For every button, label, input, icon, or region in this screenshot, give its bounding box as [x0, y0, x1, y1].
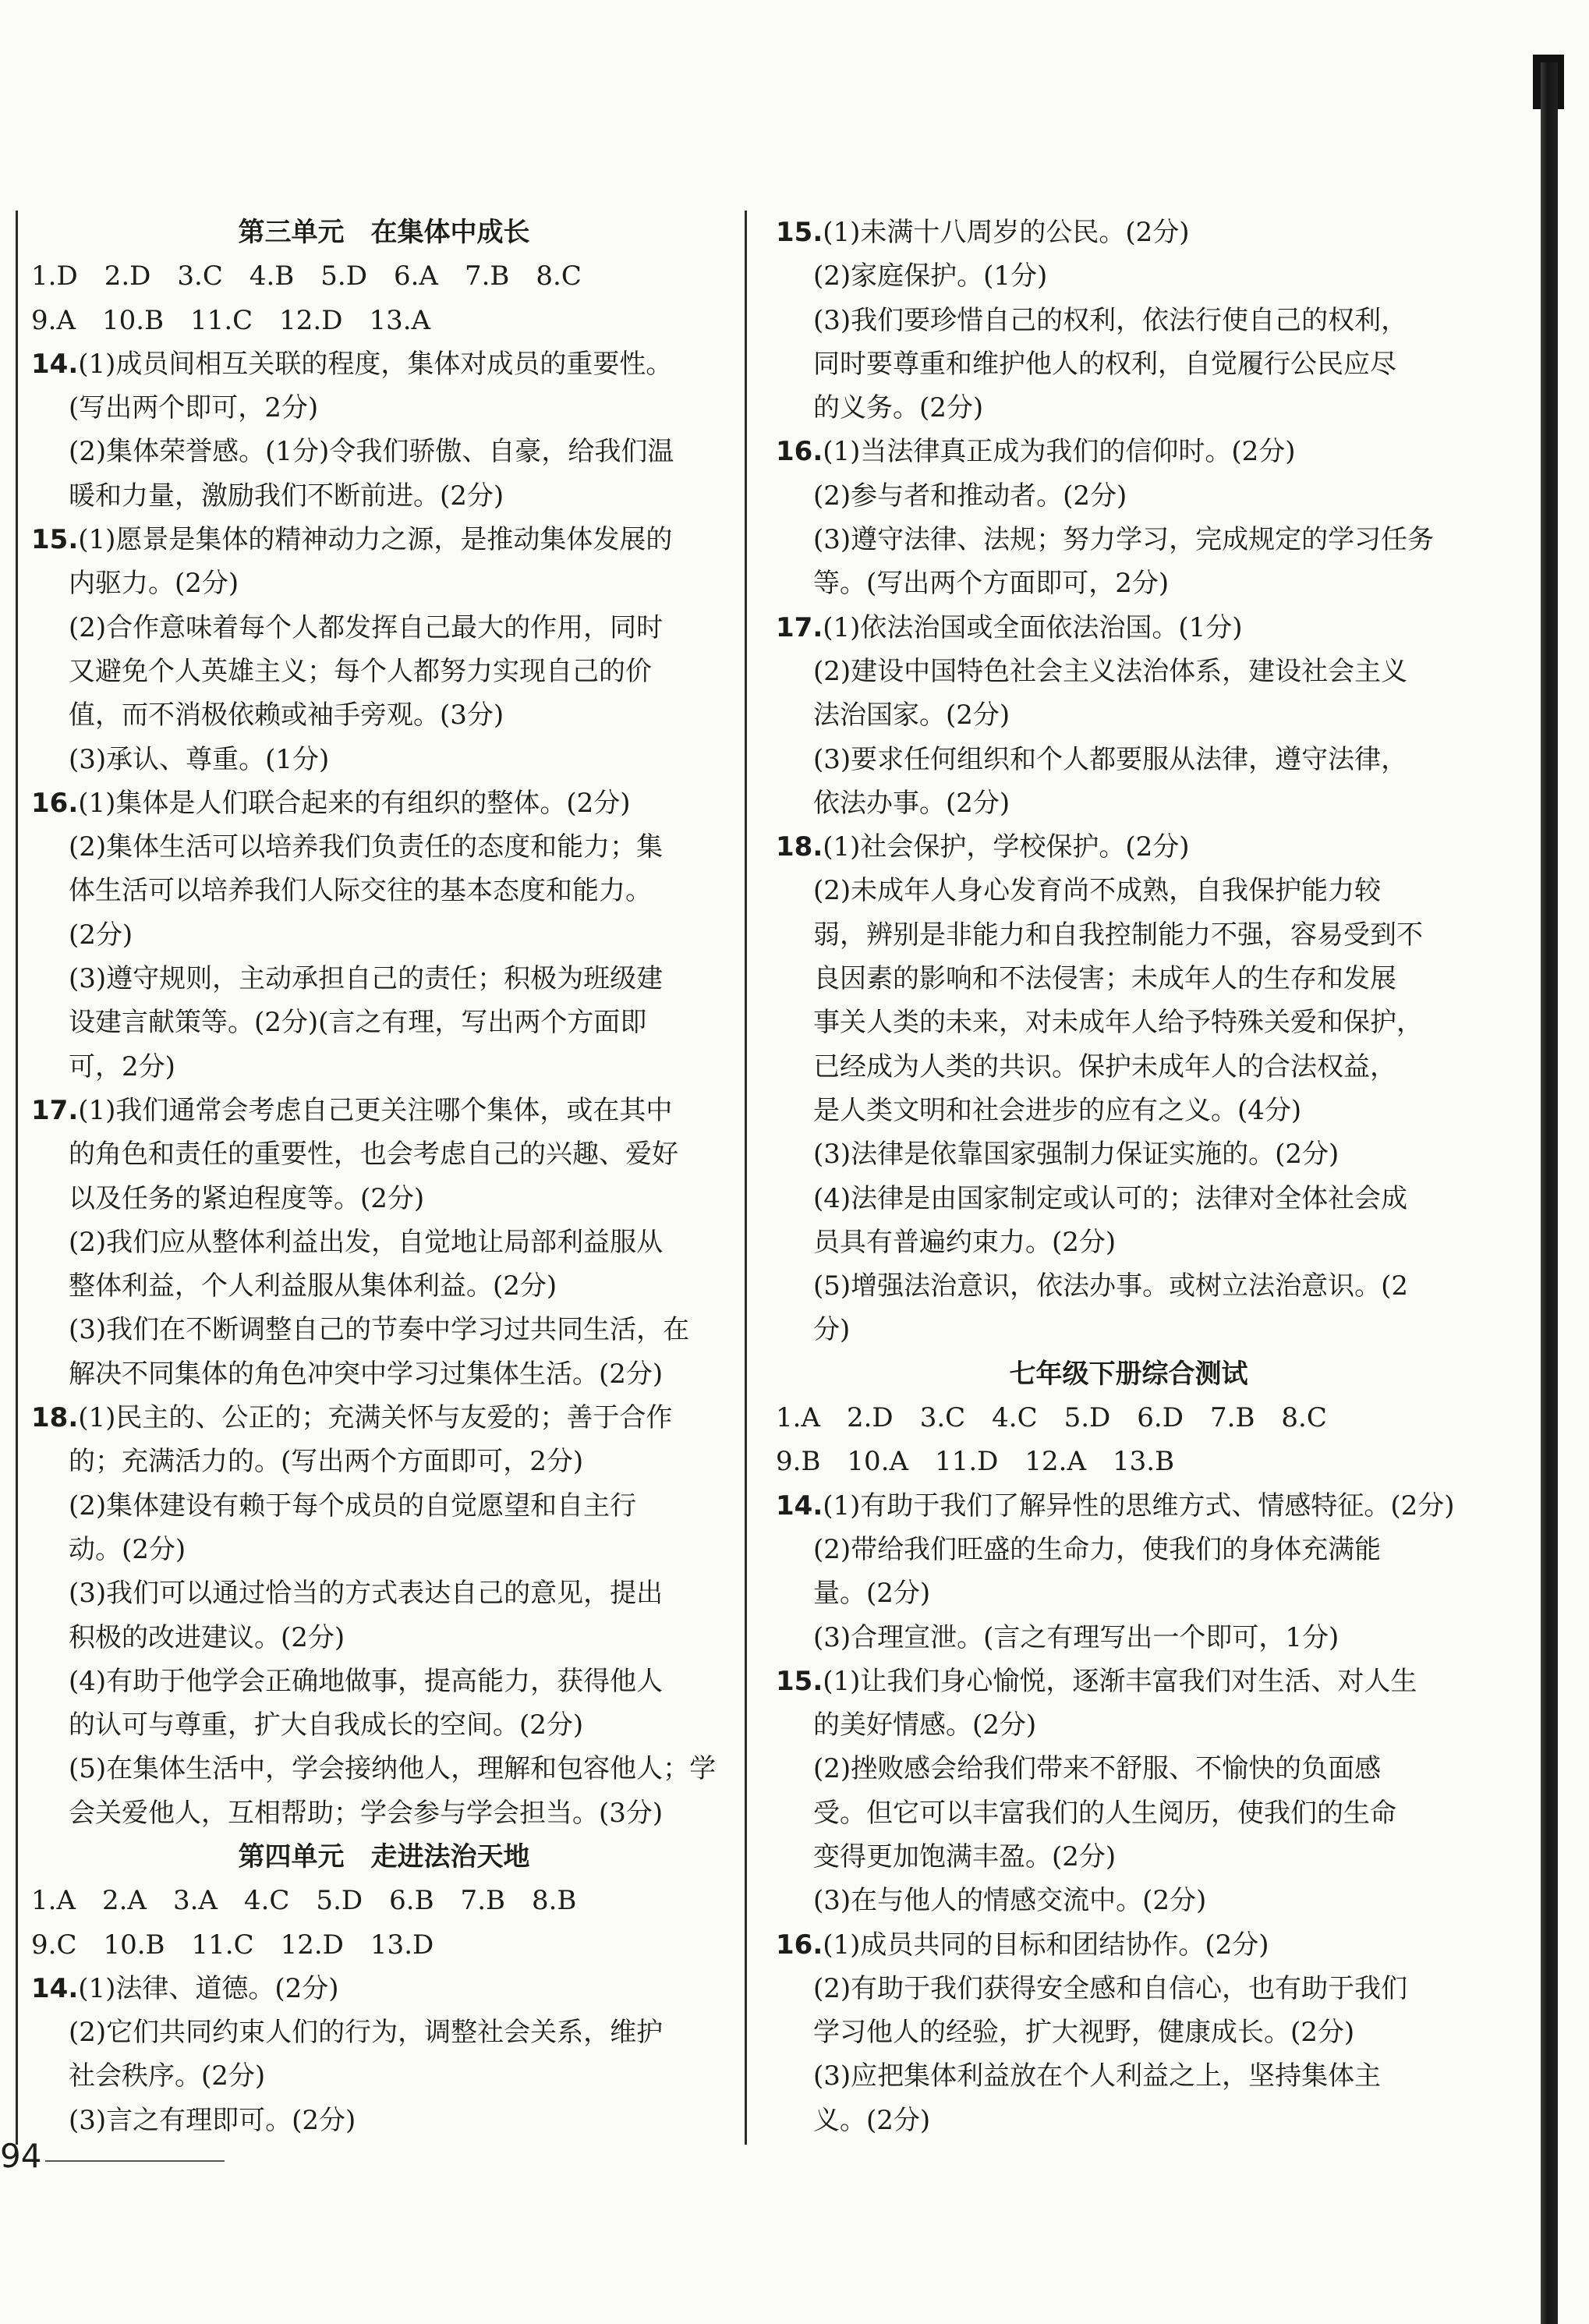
- unit4-q18-line-11: (5)增强法治意识，依法办事。或树立法治意识。(2: [813, 1270, 1409, 1302]
- test-q14-line-1: 14.(1)有助于我们了解异性的思维方式、情感特征。(2分): [776, 1490, 1455, 1522]
- unit4-q18-line-10: 员具有普遍约束力。(2分): [813, 1226, 1117, 1258]
- unit3-q15-line-5: 值，而不消极依赖或袖手旁观。(3分): [69, 700, 504, 732]
- test-q14-line-4: (3)合理宣泄。(言之有理写出一个即可，1分): [813, 1621, 1340, 1653]
- question-number: 17.: [776, 611, 823, 643]
- unit3-q18-line-1: 18.(1)民主的、公正的；充满关怀与友爱的；善于合作: [31, 1402, 673, 1434]
- unit3-q15-line-6: (3)承认、尊重。(1分): [69, 743, 330, 775]
- unit4-q14-line-4: (3)言之有理即可。(2分): [69, 2104, 356, 2136]
- unit4-q18-line-3: 弱，辨别是非能力和自我控制能力不强，容易受到不: [813, 919, 1423, 951]
- unit4-q18-line-7: 是人类文明和社会进步的应有之义。(4分): [813, 1094, 1302, 1126]
- unit3-q14-line-2: (写出两个即可，2分): [69, 392, 319, 424]
- unit4-q16-line-1: 16.(1)当法律真正成为我们的信仰时。(2分): [776, 436, 1296, 468]
- unit4-q16-line-3: (3)遵守法律、法规；努力学习，完成规定的学习任务: [813, 524, 1435, 556]
- unit4-q15-line-3: (3)我们要珍惜自己的权利，依法行使自己的权利，: [813, 304, 1408, 336]
- unit3-title: 第三单元 在集体中成长: [238, 217, 530, 248]
- unit4-q16-line-2: (2)参与者和推动者。(2分): [813, 480, 1127, 512]
- question-number: 15.: [776, 1665, 823, 1697]
- unit4-q14-line-1: 14.(1)法律、道德。(2分): [31, 1972, 339, 2004]
- unit4-q15-line-5: 的义务。(2分): [813, 392, 984, 424]
- unit4-q17-line-4: (3)要求任何组织和个人都要服从法律，遵守法律，: [813, 743, 1408, 775]
- test-q15-line-1: 15.(1)让我们身心愉悦，逐渐丰富我们对生活、对人生: [776, 1665, 1417, 1697]
- unit4-choice-answers-2: 9.C 10.B 11.C 12.D 13.D: [31, 1929, 434, 1961]
- test-choice-answers-2: 9.B 10.A 11.D 12.A 13.B: [776, 1446, 1175, 1478]
- question-number: 14.: [776, 1490, 823, 1522]
- unit3-q14-line-1: 14.(1)成员间相互关联的程度，集体对成员的重要性。: [31, 348, 673, 380]
- unit3-choice-answers-2: 9.A 10.B 11.C 12.D 13.A: [31, 304, 431, 336]
- test-q16-line-3: 学习他人的经验，扩大视野，健康成长。(2分): [813, 2017, 1355, 2049]
- unit3-q18-line-8: 的认可与尊重，扩大自我成长的空间。(2分): [69, 1709, 584, 1741]
- unit3-choice-answers-1: 1.D 2.D 3.C 4.B 5.D 6.A 7.B 8.C: [31, 260, 582, 292]
- test-q15-line-3: (2)挫败感会给我们带来不舒服、不愉快的负面感: [813, 1753, 1382, 1785]
- unit4-q15-line-1: 15.(1)未满十八周岁的公民。(2分): [776, 217, 1190, 248]
- test-q16-line-5: 义。(2分): [813, 2104, 931, 2136]
- unit3-q16-line-6: 设建言献策等。(2分)(言之有理，写出两个方面即: [69, 1007, 647, 1039]
- unit3-q14-line-4: 暖和力量，激励我们不断前进。(2分): [69, 480, 504, 512]
- unit4-q18-line-6: 已经成为人类的共识。保护未成年人的合法权益，: [813, 1050, 1396, 1082]
- column-divider: [745, 211, 747, 2145]
- unit3-q15-line-4: 又避免个人英雄主义；每个人都努力实现自己的价: [69, 655, 652, 687]
- unit3-q16-line-1: 16.(1)集体是人们联合起来的有组织的整体。(2分): [31, 787, 631, 819]
- test-choice-answers-1: 1.A 2.D 3.C 4.C 5.D 6.D 7.B 8.C: [776, 1402, 1327, 1434]
- unit3-q17-line-2: 的角色和责任的重要性，也会考虑自己的兴趣、爱好: [69, 1139, 678, 1171]
- question-number: 18.: [776, 831, 823, 863]
- test-q15-line-4: 受。但它可以丰富我们的人生阅历，使我们的生命: [813, 1797, 1396, 1829]
- unit3-q17-line-1: 17.(1)我们通常会考虑自己更关注哪个集体，或在其中: [31, 1094, 673, 1126]
- unit4-q16-line-4: 等。(写出两个方面即可，2分): [813, 568, 1170, 600]
- right-column: [776, 211, 1481, 2142]
- page-number: 94: [0, 2137, 42, 2175]
- test-q15-line-6: (3)在与他人的情感交流中。(2分): [813, 1885, 1207, 1917]
- binding-edge: [1541, 62, 1558, 2324]
- unit3-q18-line-7: (4)有助于他学会正确地做事，提高能力，获得他人: [69, 1665, 664, 1697]
- unit4-q18-line-1: 18.(1)社会保护，学校保护。(2分): [776, 831, 1190, 863]
- comprehensive-test-title: 七年级下册综合测试: [1009, 1358, 1248, 1390]
- question-number: 16.: [776, 1929, 823, 1961]
- unit3-q18-line-6: 积极的改进建议。(2分): [69, 1621, 345, 1653]
- unit3-q18-line-4: 动。(2分): [69, 1533, 186, 1565]
- unit4-q18-line-5: 事关人类的未来，对未成年人给予特殊关爱和保护，: [813, 1007, 1423, 1039]
- unit4-q17-line-1: 17.(1)依法治国或全面依法治国。(1分): [776, 611, 1243, 643]
- question-number: 16.: [31, 787, 79, 819]
- question-number: 15.: [776, 217, 823, 248]
- question-number: 18.: [31, 1402, 79, 1434]
- unit4-q15-line-2: (2)家庭保护。(1分): [813, 260, 1048, 292]
- unit3-q18-line-3: (2)集体建设有赖于每个成员的自觉愿望和自主行: [69, 1490, 637, 1522]
- test-q15-line-2: 的美好情感。(2分): [813, 1709, 1037, 1741]
- unit4-q14-line-3: 社会秩序。(2分): [69, 2060, 266, 2092]
- unit4-q18-line-8: (3)法律是依靠国家强制力保证实施的。(2分): [813, 1139, 1340, 1171]
- unit3-q15-line-1: 15.(1)愿景是集体的精神动力之源，是推动集体发展的: [31, 524, 673, 556]
- unit3-q18-line-9: (5)在集体生活中，学会接纳他人，理解和包容他人；学: [69, 1753, 717, 1785]
- question-number: 16.: [776, 436, 823, 468]
- test-q15-line-5: 变得更加饱满丰盈。(2分): [813, 1840, 1117, 1872]
- unit3-q16-line-5: (3)遵守规则，主动承担自己的责任；积极为班级建: [69, 963, 664, 995]
- question-number: 17.: [31, 1094, 79, 1126]
- unit3-q15-line-2: 内驱力。(2分): [69, 568, 239, 600]
- unit4-q17-line-3: 法治国家。(2分): [813, 700, 1010, 732]
- unit4-q18-line-9: (4)法律是由国家制定或认可的；法律对全体社会成: [813, 1182, 1408, 1214]
- unit4-choice-answers-1: 1.A 2.A 3.A 4.C 5.D 6.B 7.B 8.B: [31, 1885, 577, 1917]
- unit4-q14-line-2: (2)它们共同约束人们的行为，调整社会关系，维护: [69, 2017, 664, 2049]
- left-column: [31, 211, 737, 2142]
- unit4-q15-line-4: 同时要尊重和维护他人的权利，自觉履行公民应尽: [813, 348, 1396, 380]
- unit3-q17-line-4: (2)我们应从整体利益出发，自觉地让局部利益服从: [69, 1226, 664, 1258]
- unit3-q18-line-5: (3)我们可以通过恰当的方式表达自己的意见，提出: [69, 1578, 664, 1610]
- unit3-q17-line-5: 整体利益，个人利益服从集体利益。(2分): [69, 1270, 557, 1302]
- unit4-q18-line-4: 良因素的影响和不法侵害；未成年人的生存和发展: [813, 963, 1396, 995]
- unit3-q16-line-7: 可，2分): [69, 1050, 175, 1082]
- unit4-q17-line-5: 依法办事。(2分): [813, 787, 1010, 819]
- unit3-q18-line-10: 会关爱他人，互相帮助；学会参与学会担当。(3分): [69, 1797, 664, 1829]
- test-q14-line-3: 量。(2分): [813, 1578, 931, 1610]
- unit3-q15-line-3: (2)合作意味着每个人都发挥自己最大的作用，同时: [69, 611, 664, 643]
- unit3-q18-line-2: 的；充满活力的。(写出两个方面即可，2分): [69, 1446, 584, 1478]
- unit3-q17-line-7: 解决不同集体的角色冲突中学习过集体生活。(2分): [69, 1358, 664, 1390]
- unit3-q14-line-3: (2)集体荣誉感。(1分)令我们骄傲、自豪，给我们温: [69, 436, 674, 468]
- question-number: 15.: [31, 524, 79, 556]
- unit4-title: 第四单元 走进法治天地: [238, 1840, 530, 1872]
- unit3-q17-line-3: 以及任务的紧迫程度等。(2分): [69, 1182, 425, 1214]
- unit4-q18-line-12: 分): [813, 1314, 851, 1346]
- test-q14-line-2: (2)带给我们旺盛的生命力，使我们的身体充满能: [813, 1533, 1382, 1565]
- unit4-q17-line-2: (2)建设中国特色社会主义法治体系，建设社会主义: [813, 655, 1408, 687]
- question-number: 14.: [31, 1972, 79, 2004]
- test-q16-line-2: (2)有助于我们获得安全感和自信心，也有助于我们: [813, 1972, 1408, 2004]
- test-q16-line-1: 16.(1)成员共同的目标和团结协作。(2分): [776, 1929, 1269, 1961]
- page-number-rule: [45, 2160, 225, 2162]
- unit3-q16-line-4: (2分): [69, 919, 133, 951]
- unit3-q17-line-6: (3)我们在不断调整自己的节奏中学习过共同生活，在: [69, 1314, 690, 1346]
- unit3-q16-line-3: 体生活可以培养我们人际交往的基本态度和能力。: [69, 875, 652, 907]
- left-margin-rule: [16, 211, 18, 2145]
- unit3-q16-line-2: (2)集体生活可以培养我们负责任的态度和能力；集: [69, 831, 664, 863]
- question-number: 14.: [31, 348, 79, 380]
- unit4-q18-line-2: (2)未成年人身心发育尚不成熟，自我保护能力较: [813, 875, 1382, 907]
- test-q16-line-4: (3)应把集体利益放在个人利益之上，坚持集体主: [813, 2060, 1382, 2092]
